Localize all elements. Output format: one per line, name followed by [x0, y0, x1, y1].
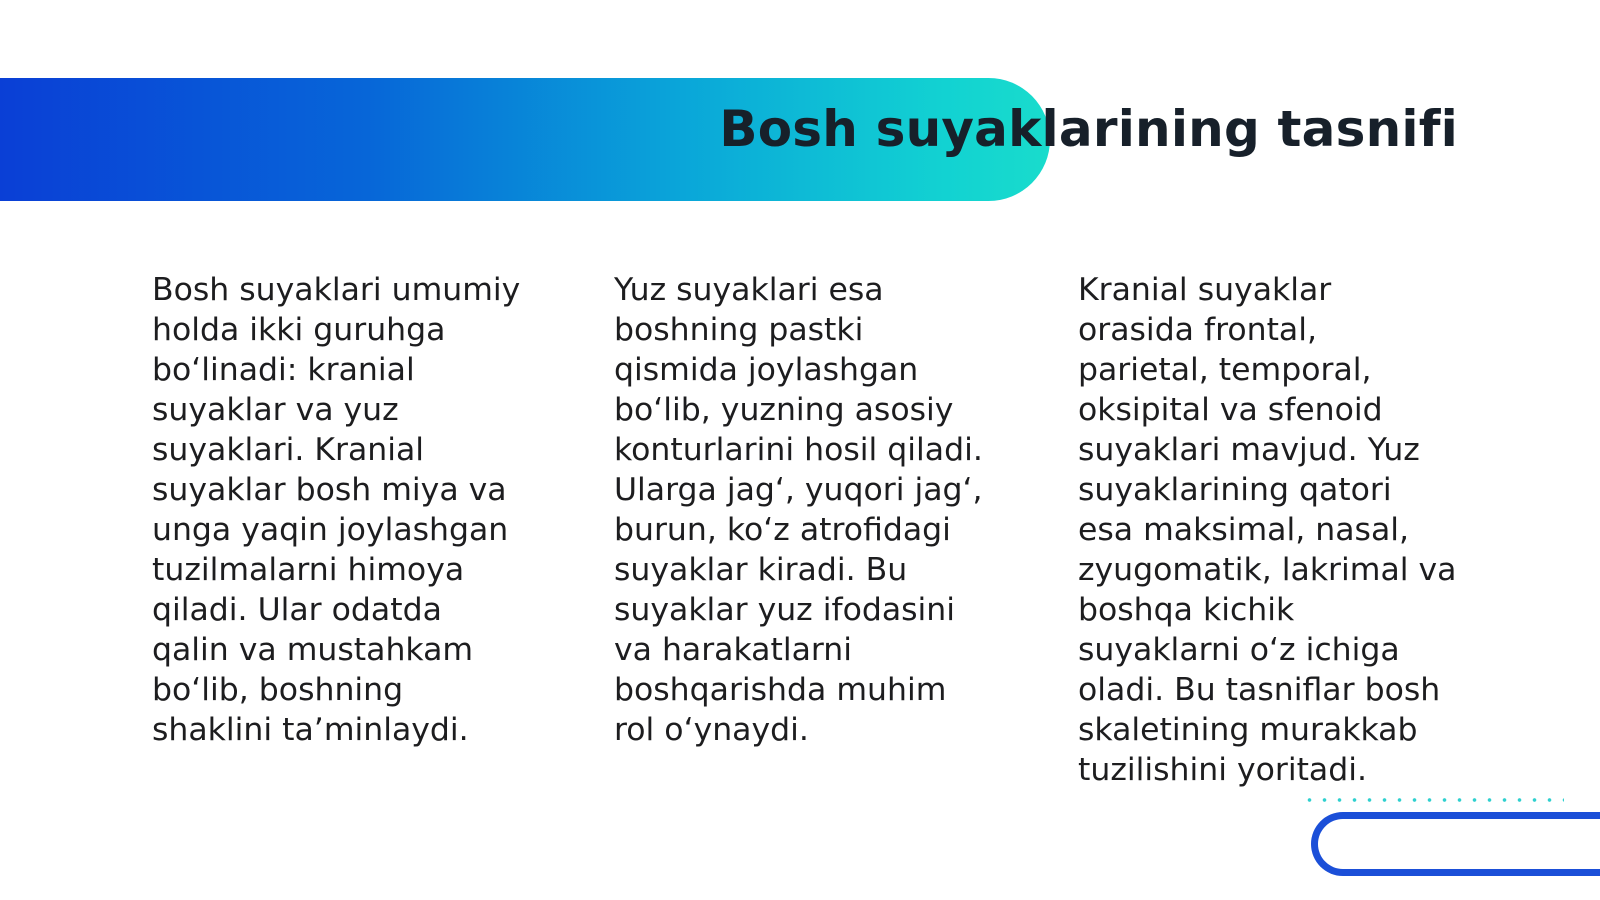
text-column-3: Kranial suyaklar orasida frontal, parietal, temporal, oksipital va sfenoid suyaklari mavjud. Yuz suyaklarining qatori esa maksimal, nasal, zyugomatik, lakrimal va boshqa kichik suyaklarni o‘z ichiga oladi. Bu tasniflar bosh skaletining murakkab tuzilishini yoritadi.	[1078, 272, 1457, 788]
decorative-dot-row	[1302, 797, 1564, 803]
text-column-1: Bosh suyaklari umumiy holda ikki guruhga bo‘linadi: kranial suyaklar va yuz suyaklari. Kranial suyaklar bosh miya va unga yaqin joylashgan tuzilmalarni himoya qiladi. Ular odatda qalin va mustahkam bo‘lib, boshning shaklini ta’minlaydi.	[152, 272, 521, 748]
decorative-pill-outline	[1311, 812, 1600, 876]
text-column-2: Yuz suyaklari esa boshning pastki qismida joylashgan bo‘lib, yuzning asosiy konturlarini hosil qiladi. Ularga jag‘, yuqori jag‘, burun, ko‘z atrofidagi suyaklar kiradi. Bu suyaklar yuz ifodasini va harakatlarni boshqarishda muhim rol o‘ynaydi.	[614, 272, 983, 748]
slide-title: Bosh suyaklarining tasnifi	[719, 100, 1458, 158]
